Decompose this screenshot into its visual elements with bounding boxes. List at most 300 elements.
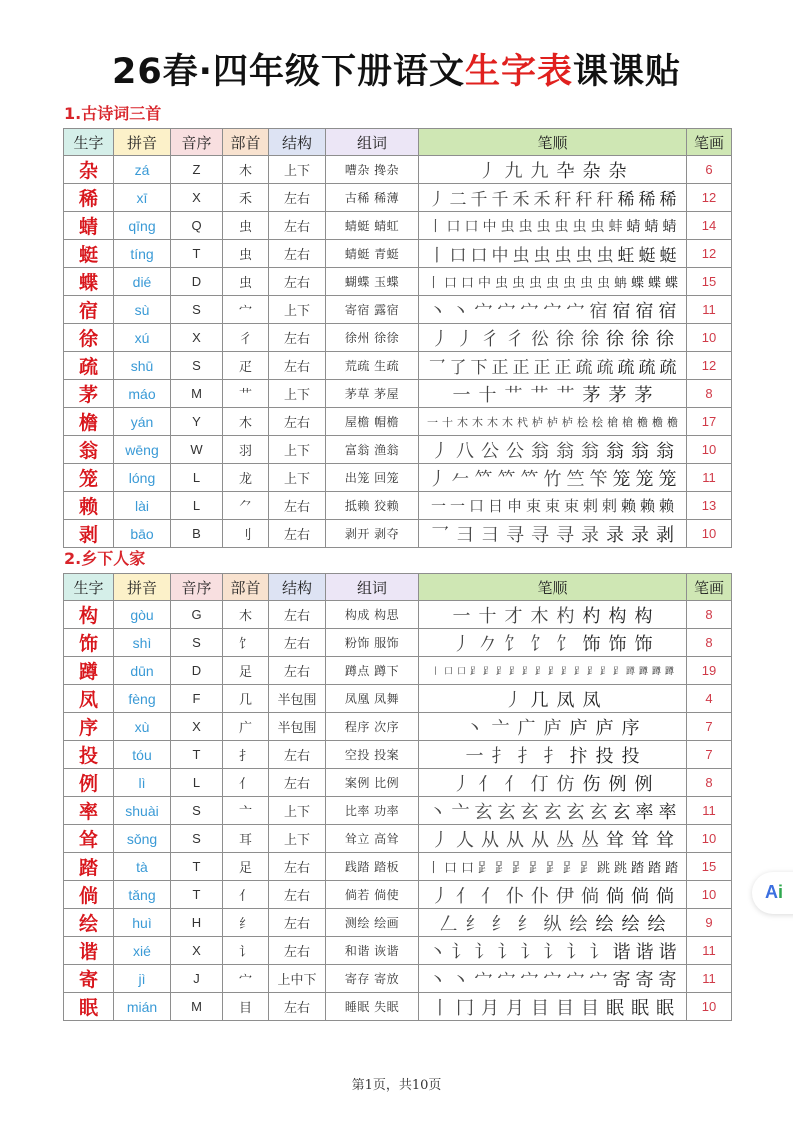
stroke-step: 蜓 — [638, 246, 656, 266]
cell-radical: 足 — [223, 657, 269, 685]
stroke-step: 𠂉 — [451, 468, 470, 490]
stroke-step: 丶 — [465, 717, 484, 739]
cell-order: Z — [171, 156, 223, 184]
table-row — [64, 797, 732, 825]
header-stroke-count: 笔画 — [687, 574, 732, 601]
table-header-row — [64, 574, 732, 601]
stroke-step: 竺 — [566, 468, 585, 490]
stroke-step: 下 — [470, 358, 488, 378]
stroke-step: 眠 — [606, 997, 624, 1019]
stroke-step: 一 — [427, 415, 438, 429]
cell-pinyin: lài — [114, 492, 171, 520]
stroke-step: 丛 — [581, 829, 599, 851]
table-row — [64, 464, 732, 492]
stroke-step: 录 — [631, 524, 649, 546]
stroke-step: 𧾷 — [508, 667, 518, 677]
stroke-step: 谐 — [635, 941, 654, 963]
stroke-step: 禾 — [512, 190, 530, 210]
stroke-step: 口 — [446, 218, 461, 235]
stroke-step: 虫 — [500, 218, 515, 235]
table-row — [64, 492, 732, 520]
cell-stroke-order — [419, 629, 687, 657]
cell-structure: 上下 — [269, 156, 326, 184]
cell-pinyin: tóu — [114, 741, 171, 769]
stroke-step: 杙 — [517, 415, 528, 429]
stroke-step: 玄 — [520, 801, 539, 823]
stroke-step: 彸 — [531, 328, 549, 350]
stroke-step: 槍 — [622, 415, 633, 429]
stroke-step: 庐 — [595, 717, 614, 739]
stroke-step: 丿 — [431, 885, 449, 907]
stroke-step: 构 — [608, 605, 627, 627]
cell-words: 寄存 寄放 — [326, 965, 419, 993]
stroke-step: 寄 — [635, 969, 654, 991]
cell-stroke-count: 8 — [687, 380, 732, 408]
stroke-step: 茅 — [608, 384, 627, 406]
cell-structure: 左右 — [269, 629, 326, 657]
stroke-step: 目 — [556, 997, 574, 1019]
cell-stroke-order — [419, 741, 687, 769]
cell-words: 蜻蜓 青蜓 — [326, 240, 419, 268]
cell-structure: 半包围 — [269, 685, 326, 713]
stroke-step: 目 — [581, 997, 599, 1019]
cell-char: 耸 — [64, 825, 114, 853]
stroke-step: 宀 — [474, 300, 493, 322]
cell-stroke-count: 12 — [687, 184, 732, 212]
table-row — [64, 629, 732, 657]
stroke-step: 笼 — [612, 468, 631, 490]
stroke-step: 徐 — [556, 328, 574, 350]
stroke-step: 一 — [449, 497, 465, 515]
stroke-step: 口 — [464, 218, 479, 235]
stroke-step: 秆 — [575, 190, 593, 210]
table-row — [64, 685, 732, 713]
stroke-step: 绘 — [595, 913, 614, 935]
stroke-step: 耸 — [631, 829, 649, 851]
stroke-step: 饣 — [556, 633, 575, 655]
stroke-step: 束 — [525, 497, 541, 515]
cell-char: 蜻 — [64, 212, 114, 240]
cell-stroke-count: 6 — [687, 156, 732, 184]
cell-char: 绘 — [64, 909, 114, 937]
cell-stroke-count: 11 — [687, 797, 732, 825]
stroke-step: 几 — [530, 689, 549, 711]
cell-order: S — [171, 629, 223, 657]
stroke-step: 卆 — [556, 160, 575, 182]
title-suffix: 课课贴 — [573, 52, 682, 92]
cell-radical: 纟 — [223, 909, 269, 937]
cell-words: 抵赖 狡赖 — [326, 492, 419, 520]
stroke-step: 公 — [481, 440, 499, 462]
table-row — [64, 713, 732, 741]
cell-stroke-order — [419, 769, 687, 797]
cell-radical: 亻 — [223, 769, 269, 797]
stroke-step: 寻 — [531, 524, 549, 546]
cell-structure: 上下 — [269, 380, 326, 408]
stroke-step: 一 — [452, 605, 471, 627]
header-radical: 部首 — [223, 129, 269, 156]
stroke-step: 例 — [608, 773, 627, 795]
cell-structure: 左右 — [269, 520, 326, 548]
cell-radical: 木 — [223, 601, 269, 629]
cell-char: 踏 — [64, 853, 114, 881]
cell-order: S — [171, 825, 223, 853]
header-order: 音序 — [171, 129, 223, 156]
stroke-step: 彳 — [506, 328, 524, 350]
table-row — [64, 156, 732, 184]
stroke-step: 束 — [563, 497, 579, 515]
stroke-step: 丶 — [451, 969, 470, 991]
cell-radical: ⺈ — [223, 492, 269, 520]
cell-stroke-count: 13 — [687, 492, 732, 520]
cell-stroke-count: 7 — [687, 713, 732, 741]
cell-words: 案例 比例 — [326, 769, 419, 797]
stroke-step: 跳 — [613, 861, 627, 876]
stroke-step: 蹲 — [664, 667, 674, 677]
stroke-step: 踏 — [647, 861, 661, 876]
stroke-step: 亠 — [451, 801, 470, 823]
cell-words: 屋檐 帽檐 — [326, 408, 419, 436]
table-row — [64, 436, 732, 464]
cell-pinyin: jì — [114, 965, 171, 993]
stroke-step: 宀 — [497, 300, 516, 322]
stroke-step: 十 — [478, 605, 497, 627]
stroke-step: 𧾷 — [495, 667, 505, 677]
stroke-step: 伤 — [582, 773, 601, 795]
stroke-step: 讠 — [566, 941, 585, 963]
stroke-step: 宀 — [520, 300, 539, 322]
cell-stroke-order — [419, 240, 687, 268]
stroke-step: 口 — [443, 667, 453, 677]
stroke-step: 眠 — [656, 997, 674, 1019]
stroke-step: 中 — [491, 246, 509, 266]
cell-stroke-order — [419, 352, 687, 380]
cell-structure: 左右 — [269, 657, 326, 685]
cell-pinyin: shì — [114, 629, 171, 657]
cell-pinyin: xié — [114, 937, 171, 965]
stroke-step: 桧 — [577, 415, 588, 429]
stroke-step: 杂 — [608, 160, 627, 182]
cell-char: 眠 — [64, 993, 114, 1021]
stroke-step: 率 — [635, 801, 654, 823]
cell-char: 寄 — [64, 965, 114, 993]
cell-order: S — [171, 797, 223, 825]
stroke-step: 束 — [544, 497, 560, 515]
header-stroke-count: 笔画 — [687, 129, 732, 156]
stroke-step: 彐 — [481, 524, 499, 546]
vocab-table-2 — [63, 573, 732, 1021]
cell-words: 和谐 诙谐 — [326, 937, 419, 965]
stroke-step: 丿 — [428, 468, 447, 490]
cell-structure: 左右 — [269, 741, 326, 769]
stroke-step: 投 — [595, 745, 614, 767]
cell-structure: 上下 — [269, 464, 326, 492]
stroke-step: 录 — [581, 524, 599, 546]
stroke-step: 𧾷 — [494, 861, 508, 876]
cell-stroke-count: 15 — [687, 853, 732, 881]
stroke-step: 蝶 — [630, 276, 644, 291]
header-stroke-order: 笔顺 — [419, 574, 687, 601]
stroke-step: 木 — [487, 415, 498, 429]
cell-structure: 左右 — [269, 184, 326, 212]
cell-order: G — [171, 601, 223, 629]
cell-words: 睡眠 失眠 — [326, 993, 419, 1021]
cell-radical: 宀 — [223, 296, 269, 324]
cell-structure: 上下 — [269, 825, 326, 853]
stroke-step: 了 — [449, 358, 467, 378]
stroke-step: 中 — [482, 218, 497, 235]
stroke-step: 庐 — [543, 717, 562, 739]
stroke-step: 玄 — [566, 801, 585, 823]
stroke-step: 丨 — [428, 218, 443, 235]
cell-order: X — [171, 324, 223, 352]
cell-pinyin: yán — [114, 408, 171, 436]
cell-structure: 半包围 — [269, 713, 326, 741]
cell-words: 蹲点 蹲下 — [326, 657, 419, 685]
cell-stroke-order — [419, 184, 687, 212]
cell-stroke-order — [419, 909, 687, 937]
cell-structure: 左右 — [269, 352, 326, 380]
stroke-step: 倘 — [606, 885, 624, 907]
cell-pinyin: tà — [114, 853, 171, 881]
cell-pinyin: gòu — [114, 601, 171, 629]
stroke-step: 玄 — [474, 801, 493, 823]
stroke-step: 稀 — [638, 190, 656, 210]
stroke-step: 正 — [533, 358, 551, 378]
cell-order: S — [171, 352, 223, 380]
cell-structure: 上下 — [269, 436, 326, 464]
stroke-step: 宀 — [497, 969, 516, 991]
stroke-step: 徐 — [631, 328, 649, 350]
cell-char: 疏 — [64, 352, 114, 380]
section-title-1: 1.古诗词三首 — [64, 104, 162, 123]
stroke-step: 木 — [472, 415, 483, 429]
stroke-step: 丿 — [478, 160, 497, 182]
stroke-step: 宿 — [658, 300, 677, 322]
stroke-step: 稀 — [659, 190, 677, 210]
cell-char: 序 — [64, 713, 114, 741]
cell-stroke-count: 4 — [687, 685, 732, 713]
stroke-step: 十 — [478, 384, 497, 406]
table-row — [64, 184, 732, 212]
stroke-step: 谐 — [658, 941, 677, 963]
cell-words: 嘈杂 搀杂 — [326, 156, 419, 184]
stroke-step: 例 — [634, 773, 653, 795]
stroke-step: 饣 — [504, 633, 523, 655]
stroke-step: 丨 — [426, 276, 440, 291]
stroke-step: 丿 — [431, 829, 449, 851]
stroke-step: 剥 — [656, 524, 674, 546]
cell-pinyin: fèng — [114, 685, 171, 713]
cell-char: 稀 — [64, 184, 114, 212]
cell-radical: 扌 — [223, 741, 269, 769]
stroke-step: 赖 — [658, 497, 674, 515]
stroke-step: 凤 — [582, 689, 601, 711]
stroke-step: 彐 — [456, 524, 474, 546]
stroke-step: 虫 — [518, 218, 533, 235]
stroke-step: 徐 — [581, 328, 599, 350]
table-row — [64, 965, 732, 993]
cell-pinyin: dié — [114, 268, 171, 296]
cell-order: H — [171, 909, 223, 937]
cell-structure: 左右 — [269, 408, 326, 436]
cell-stroke-order — [419, 713, 687, 741]
stroke-step: 蜻 — [626, 218, 641, 235]
stroke-step: 公 — [506, 440, 524, 462]
cell-char: 笼 — [64, 464, 114, 492]
cell-words: 寄宿 露宿 — [326, 296, 419, 324]
cell-stroke-count: 19 — [687, 657, 732, 685]
stroke-step: 丶 — [428, 941, 447, 963]
stroke-step: 倘 — [581, 885, 599, 907]
cell-structure: 左右 — [269, 881, 326, 909]
cell-pinyin: mián — [114, 993, 171, 1021]
cell-structure: 左右 — [269, 853, 326, 881]
cell-structure: 左右 — [269, 268, 326, 296]
stroke-step: 徐 — [656, 328, 674, 350]
stroke-step: 𧾷 — [477, 861, 491, 876]
stroke-step: 九 — [530, 160, 549, 182]
stroke-step: 乛 — [428, 358, 446, 378]
stroke-step: 檐 — [652, 415, 663, 429]
stroke-step: 纟 — [465, 913, 484, 935]
cell-radical: 亠 — [223, 797, 269, 825]
cell-order: Q — [171, 212, 223, 240]
stroke-step: 檐 — [637, 415, 648, 429]
stroke-step: 翁 — [631, 440, 649, 462]
stroke-step: 丨 — [426, 861, 440, 876]
stroke-step: 绘 — [621, 913, 640, 935]
stroke-step: 𧾷 — [545, 861, 559, 876]
cell-char: 投 — [64, 741, 114, 769]
stroke-step: 饰 — [634, 633, 653, 655]
stroke-step: 扌 — [491, 745, 510, 767]
cell-order: L — [171, 492, 223, 520]
cell-words: 徐州 徐徐 — [326, 324, 419, 352]
stroke-step: 蚺 — [613, 276, 627, 291]
stroke-step: 宿 — [635, 300, 654, 322]
stroke-step: 宿 — [589, 300, 608, 322]
cell-stroke-order — [419, 520, 687, 548]
title-prefix: 26春·四年级下册语文 — [111, 52, 465, 92]
stroke-step: 纵 — [543, 913, 562, 935]
stroke-step: 丿 — [428, 190, 446, 210]
cell-words: 茅草 茅屋 — [326, 380, 419, 408]
stroke-step: 𥫗 — [520, 468, 539, 490]
stroke-step: 剌 — [601, 497, 617, 515]
cell-stroke-count: 10 — [687, 324, 732, 352]
cell-structure: 左右 — [269, 492, 326, 520]
stroke-step: 玄 — [612, 801, 631, 823]
cell-words: 出笼 回笼 — [326, 464, 419, 492]
cell-structure: 左右 — [269, 324, 326, 352]
cell-pinyin: tíng — [114, 240, 171, 268]
stroke-step: 绘 — [569, 913, 588, 935]
cell-structure: 上下 — [269, 797, 326, 825]
stroke-step: 口 — [460, 861, 474, 876]
stroke-step: 才 — [504, 605, 523, 627]
header-radical: 部首 — [223, 574, 269, 601]
stroke-step: 𥫗 — [497, 468, 516, 490]
stroke-step: 冂 — [456, 997, 474, 1019]
cell-words: 古稀 稀薄 — [326, 184, 419, 212]
stroke-step: 竹 — [543, 468, 562, 490]
cell-stroke-count: 14 — [687, 212, 732, 240]
cell-order: X — [171, 937, 223, 965]
stroke-step: 率 — [658, 801, 677, 823]
cell-stroke-order — [419, 685, 687, 713]
cell-pinyin: shuài — [114, 797, 171, 825]
stroke-step: 倘 — [656, 885, 674, 907]
stroke-step: 彳 — [481, 328, 499, 350]
stroke-step: 𧾷 — [528, 861, 542, 876]
cell-pinyin: máo — [114, 380, 171, 408]
cell-order: M — [171, 380, 223, 408]
stroke-step: 一 — [465, 745, 484, 767]
stroke-step: 二 — [449, 190, 467, 210]
stroke-step: 从 — [481, 829, 499, 851]
table-row — [64, 240, 732, 268]
cell-pinyin: sǒng — [114, 825, 171, 853]
stroke-step: 艹 — [556, 384, 575, 406]
stroke-step: 倘 — [631, 885, 649, 907]
stroke-step: 人 — [456, 829, 474, 851]
cell-words: 蝴蝶 玉蝶 — [326, 268, 419, 296]
stroke-step: 丿 — [431, 328, 449, 350]
stroke-step: 乛 — [431, 524, 449, 546]
cell-pinyin: xù — [114, 713, 171, 741]
cell-radical: 虫 — [223, 240, 269, 268]
cell-words: 荒疏 生疏 — [326, 352, 419, 380]
stroke-step: 口 — [443, 861, 457, 876]
stroke-step: 虫 — [511, 276, 525, 291]
stroke-step: 杓 — [582, 605, 601, 627]
stroke-step: 千 — [491, 190, 509, 210]
stroke-step: 谐 — [612, 941, 631, 963]
stroke-step: 亻 — [504, 773, 523, 795]
stroke-step: 秆 — [596, 190, 614, 210]
cell-order: D — [171, 268, 223, 296]
stroke-step: 绘 — [647, 913, 666, 935]
stroke-step: 口 — [449, 246, 467, 266]
cell-char: 蹲 — [64, 657, 114, 685]
stroke-step: 正 — [491, 358, 509, 378]
stroke-step: 翁 — [656, 440, 674, 462]
stroke-step: 茅 — [634, 384, 653, 406]
cell-char: 徐 — [64, 324, 114, 352]
stroke-step: 宿 — [612, 300, 631, 322]
stroke-step: 扌 — [543, 745, 562, 767]
cell-char: 宿 — [64, 296, 114, 324]
stroke-step: 讠 — [451, 941, 470, 963]
cell-order: T — [171, 853, 223, 881]
stroke-step: 宀 — [474, 969, 493, 991]
stroke-step: 宀 — [520, 969, 539, 991]
cell-char: 构 — [64, 601, 114, 629]
stroke-step: 饣 — [530, 633, 549, 655]
cell-stroke-count: 11 — [687, 464, 732, 492]
stroke-step: 翁 — [531, 440, 549, 462]
ai-assistant-button[interactable] — [752, 872, 793, 914]
cell-stroke-count: 8 — [687, 629, 732, 657]
stroke-step: 虫 — [533, 246, 551, 266]
cell-order: B — [171, 520, 223, 548]
stroke-step: 耸 — [656, 829, 674, 851]
cell-pinyin: huì — [114, 909, 171, 937]
stroke-step: 宀 — [589, 969, 608, 991]
cell-stroke-order — [419, 937, 687, 965]
stroke-step: 虫 — [590, 218, 605, 235]
